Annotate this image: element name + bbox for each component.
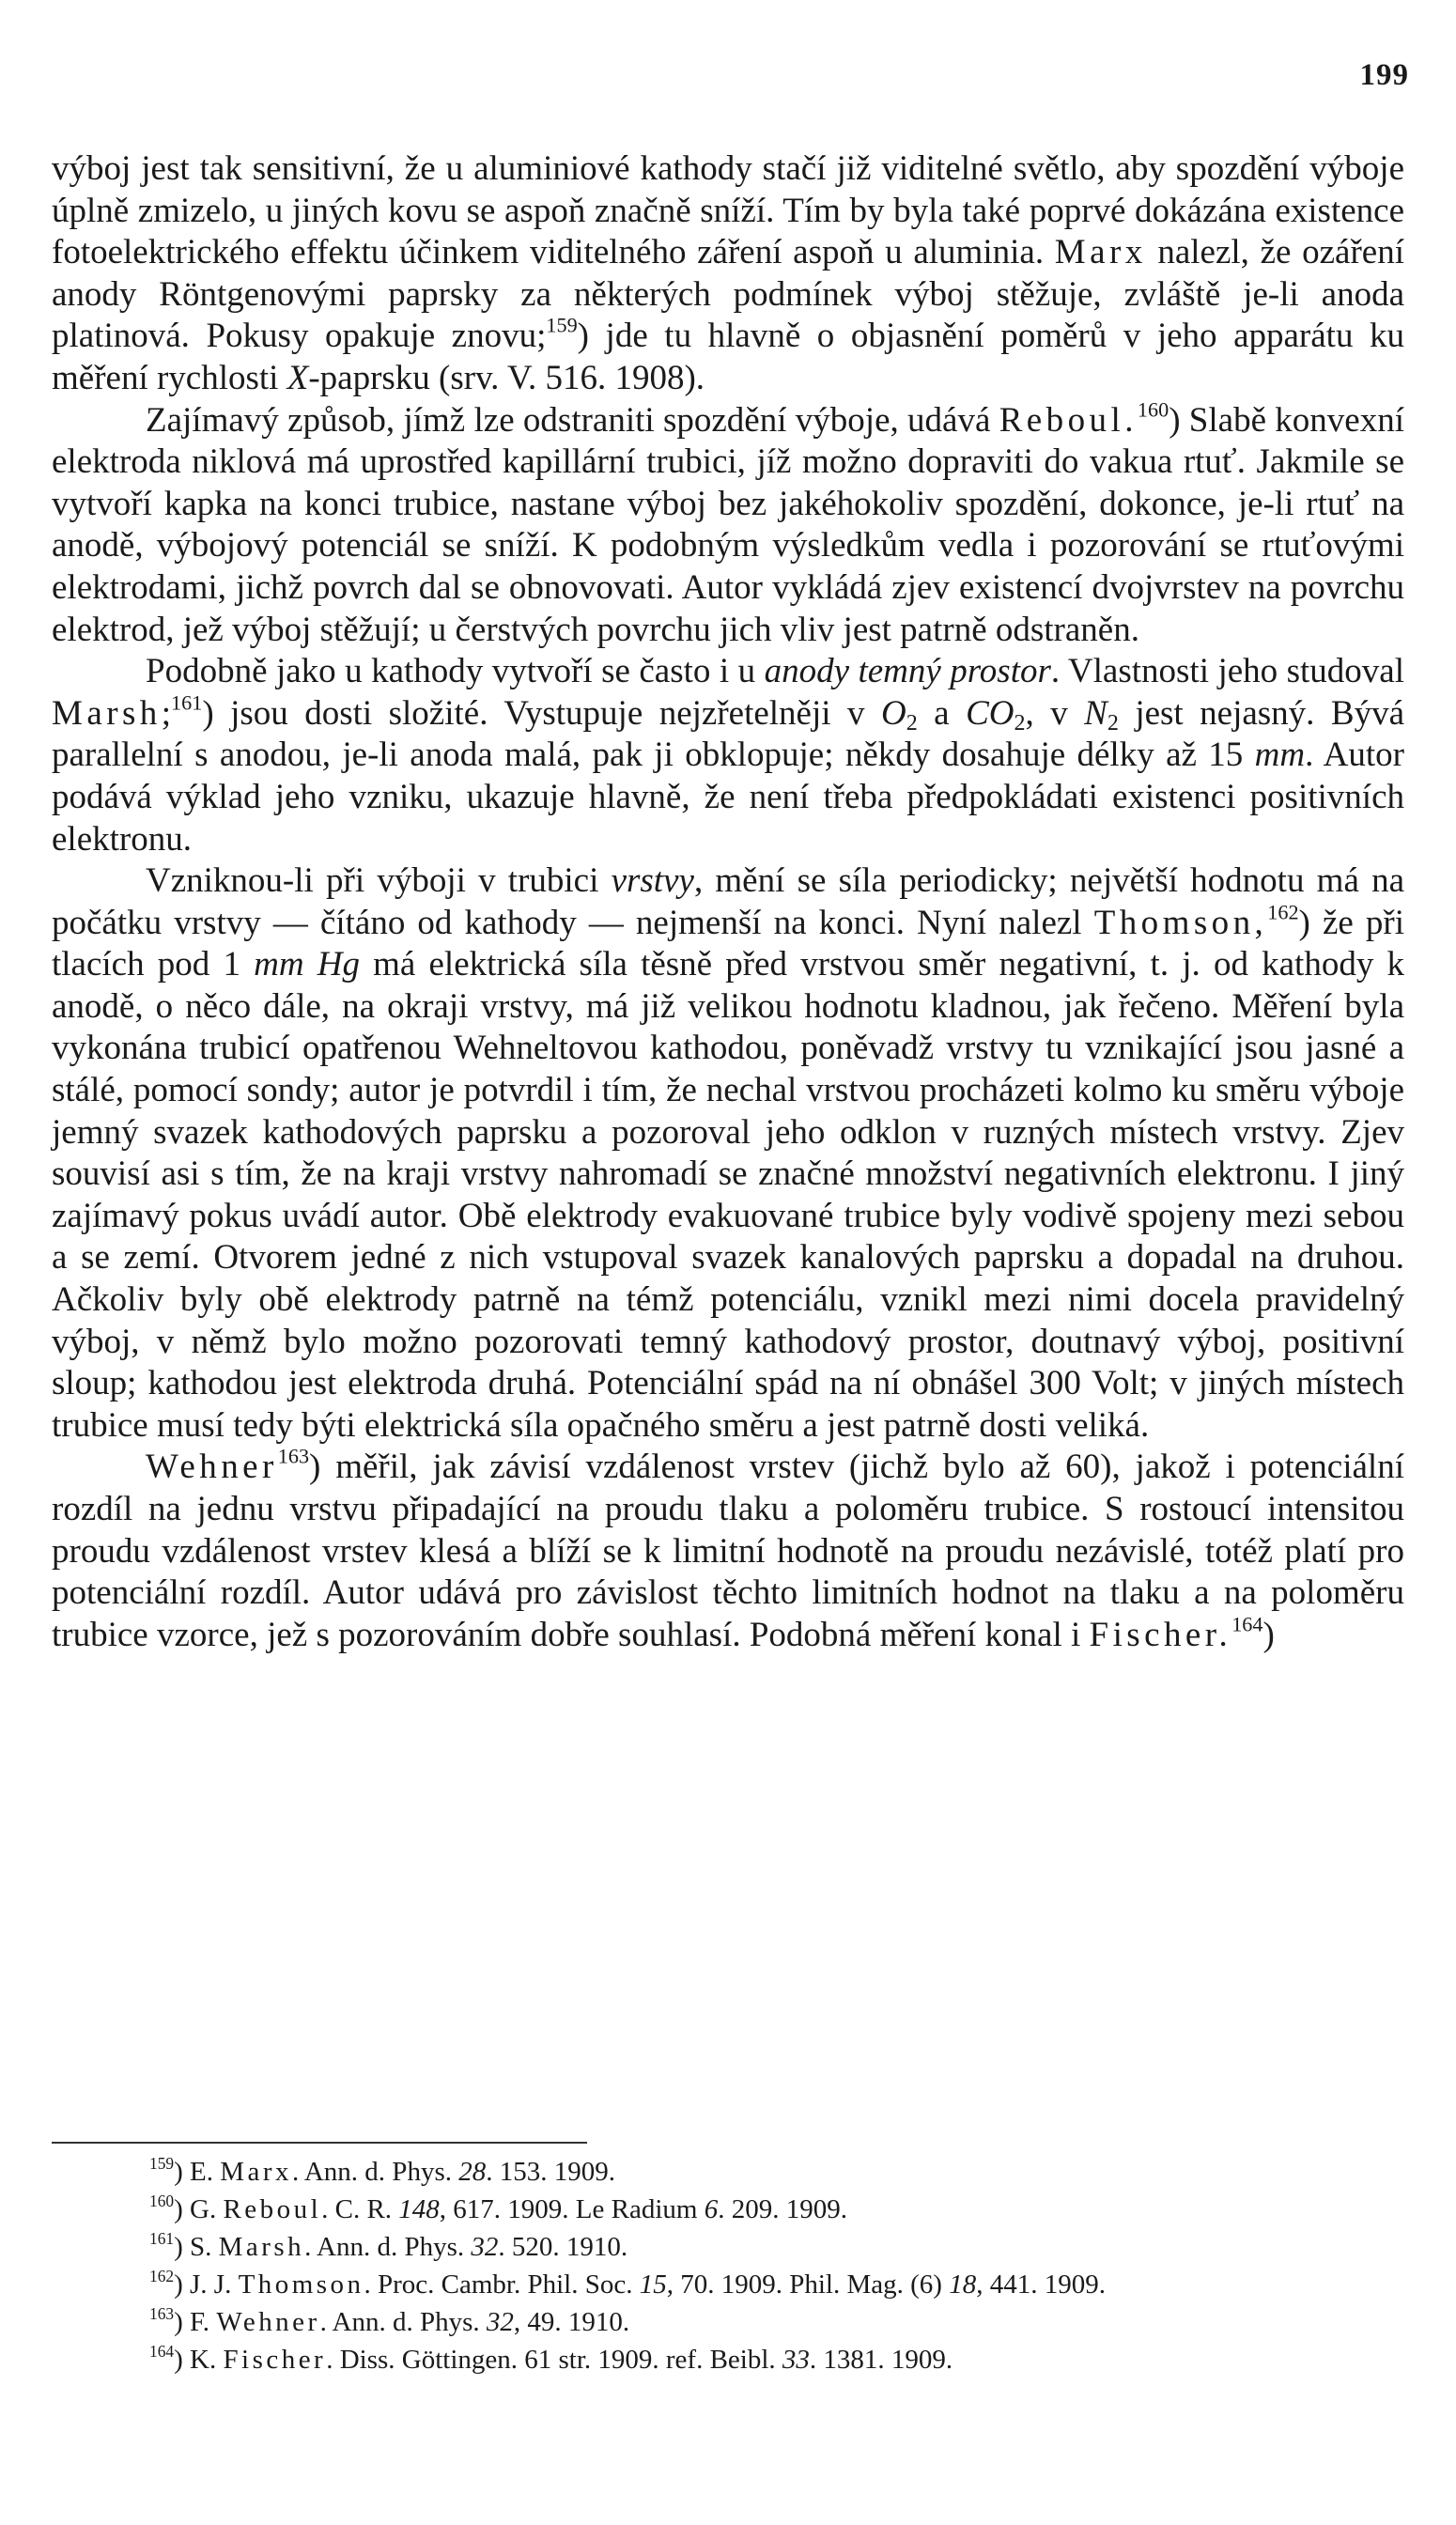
footnote xyxy=(52,2266,1404,2303)
italic-run: 6 xyxy=(704,2194,719,2224)
italic-run: 33 xyxy=(782,2345,810,2375)
subscript: 2 xyxy=(1107,710,1119,736)
footnote-ref: 163 xyxy=(149,2303,175,2323)
spaced-name: Fischer xyxy=(223,2345,327,2375)
footnote xyxy=(52,2303,1404,2341)
text-run: . 209. 1909. xyxy=(718,2194,847,2224)
text-run: ) měřil, jak závisí vzdálenost vrstev (jichž bylo až 60), jakož i potenciální rozdíl na jednu vrstvu připadající na proudu tlaku a poloměru trubice. S rostoucí intensitou proudu vzdálenost vrstev klesá a blíží se k limitní hodnotě na proudu nezávislé, totéž platí pro potenciální rozdíl. Autor udává pro závislost těchto limitních hodnot na tlaku a na poloměru trubice vzorce, jež s pozorováním dobře souhlasí. Podobná měření konal i xyxy=(52,1448,1404,1654)
footnote-ref: 160 xyxy=(149,2191,175,2210)
paragraph xyxy=(52,397,1405,652)
italic-run: O xyxy=(880,693,906,733)
text-run: ) Slabě konvexní elektroda niklová má uprostřed kapillární trubici, jíž možno dopraviti do vakua rtuť. Jakmile se vytvoří kapka na konci trubice, nastane výboj bez jakéhokoliv spozdění, dokonce, je-li rtuť na anodě, výbojový potenciál se sníží. K podobným výsledkům vedla i pozorování se rtuťovými elektrodami, jichž povrch dal se obnovovati. Autor vykládá zjev existencí dvojvrstev na povrchu elektrod, jež výboj stěžují; u čerstvých povrchu jich vliv jest patrně odstraněn. xyxy=(52,400,1405,649)
footnote-ref: 160 xyxy=(1137,397,1169,422)
text-run: -paprsku (srv. V. 516. 1908). xyxy=(308,358,705,397)
footnote-ref: 159 xyxy=(546,313,578,337)
text-run: , 441. 1909. xyxy=(976,2269,1106,2300)
spaced-name: Thomson xyxy=(238,2269,364,2300)
spaced-name: Wehner xyxy=(216,2307,320,2337)
italic-run: mm xyxy=(1254,736,1306,775)
italic-run: mm Hg xyxy=(254,945,360,984)
footnote-ref: 163 xyxy=(277,1444,310,1468)
text-run: výboj jest tak sensitivní, že u aluminiové kathody stačí již viditelné světlo, aby spozdění výboje úplně zmizelo, u jiných kovu se aspoň značně sníží. Tím by byla také poprvé dokázána existence fotoelektrického effektu účinkem viditelného záření aspoň u aluminia. xyxy=(52,149,1404,272)
italic-run: vrstvy xyxy=(611,861,694,901)
body-text xyxy=(52,148,1404,1656)
text-run: , mění se síla periodicky; největší hodnotu má na počátku vrstvy — čítáno od kathody — nejmenší na konci. Nyní nalezl xyxy=(52,861,1404,942)
footnote-ref: 164 xyxy=(1231,1612,1263,1636)
italic-run: 32 xyxy=(471,2232,499,2262)
footnote-ref: 161 xyxy=(149,2228,175,2248)
text-run: ) K. xyxy=(174,2345,224,2375)
text-run: ) jsou dosti složité. Vystupuje nejzřetelněji v xyxy=(202,693,881,733)
text-run: . Ann. d. Phys. xyxy=(319,2307,487,2337)
paragraph xyxy=(52,148,1404,400)
footnotes xyxy=(52,2153,1404,2378)
text-run: a xyxy=(917,693,967,733)
text-run: Zajímavý způsob, jímž lze odstraniti spozdění výboje, udává xyxy=(146,400,999,440)
spaced-name: Marsh xyxy=(52,693,162,733)
page-number: 199 xyxy=(1359,58,1409,92)
spaced-name: Wehner xyxy=(146,1448,278,1487)
text-run: . 1381. 1909. xyxy=(809,2345,953,2375)
spaced-name: Marx xyxy=(1054,233,1147,272)
italic-run: 18 xyxy=(949,2269,977,2300)
footnote xyxy=(52,2341,1404,2378)
text-run: ) F. xyxy=(174,2307,217,2337)
text-run: . Ann. d. Phys. xyxy=(304,2232,472,2262)
text-run: . Ann. d. Phys. xyxy=(291,2157,459,2187)
text-run: . 520. 1910. xyxy=(498,2232,628,2262)
italic-run: X xyxy=(287,358,309,397)
text-run: ) J. J. xyxy=(174,2269,239,2300)
italic-run: anody temný prostor xyxy=(764,652,1051,691)
subscript: 2 xyxy=(906,710,918,736)
footnote xyxy=(52,2228,1404,2266)
text-run: . C. R. xyxy=(321,2194,399,2224)
text-run: . Autor podává výklad jeho vzniku, ukazuje hlavně, že není třeba předpokládati existenci positivních elektronu. xyxy=(52,736,1404,859)
spaced-name: Marx xyxy=(220,2157,292,2187)
italic-run: 32 xyxy=(486,2307,514,2337)
text-run: ) S. xyxy=(174,2232,219,2262)
paragraph xyxy=(52,1444,1404,1656)
text-run: má elektrická síla těsně před vrstvou směr negativní, t. j. od kathody k anodě, o něco dále, na okraji vrstvy, má již velikou hodnotu kladnou, jak řečeno. Měření byla vykonána trubicí opatřenou Wehneltovou kathodou, poněvadž vrstvy tu vznikající jsou jasné a stálé, pomocí sondy; autor je potvrdil i tím, že nechal vrstvou procházeti kolmo ku směru výboje jemný svazek kathodových paprsku a pozoroval jeho odklon v ruzných místech vrstvy. Zjev souvisí asi s tím, že na kraji vrstvy nahromadí se značné množství negativních elektronu. I jiný zajímavý pokus uvádí autor. Obě elektrody evakuované trubice byly vodivě spojeny mezi sebou a se zemí. Otvorem jedné z nich vstupoval svazek kanalových paprsku a dopadal na druhou. Ačkoliv byly obě elektrody patrně na témž potenciálu, vznikl mezi nimi docela pravidelný výboj, v němž bylo možno pozorovati temný kathodový prostor, doutnavý výboj, positivní sloup; kathodou jest elektroda druhá. Potenciální spád na ní obnášel 300 Volt; v jiných místech trubice musí tedy býti elektrická síla opačného směru a jest patrně dosti veliká. xyxy=(52,945,1404,1445)
text-run: , v xyxy=(1025,693,1085,733)
spaced-name: Thomson, xyxy=(1093,903,1268,942)
footnote-ref: 161 xyxy=(171,690,203,715)
text-run: ) jde tu hlavně o objasnění poměrů v jeho apparátu ku měření rychlosti xyxy=(52,317,1404,397)
text-run: , 70. 1909. Phil. Mag. (6) xyxy=(666,2269,950,2300)
text-run: ) xyxy=(1262,1615,1275,1654)
paragraph xyxy=(52,651,1404,860)
italic-run: 15 xyxy=(639,2269,667,2300)
text-run: nalezl, že ozáření anody Röntgenovými paprsky za některých podmínek výboj stěžuje, zvláště je-li anoda platinová. Pokusy opakuje znovu; xyxy=(52,233,1404,356)
footnote xyxy=(52,2153,1404,2191)
text-run: . Diss. Göttingen. 61 str. 1909. ref. Beibl. xyxy=(326,2345,782,2375)
spaced-name: Reboul. xyxy=(999,400,1138,440)
text-run: . Vlastnosti jeho studoval xyxy=(1050,652,1404,691)
text-run: ) E. xyxy=(174,2157,221,2187)
spaced-name: Reboul xyxy=(223,2194,322,2224)
footnote xyxy=(52,2191,1404,2228)
italic-run: 28 xyxy=(458,2157,487,2187)
italic-run: CO xyxy=(966,693,1015,733)
italic-run: 148 xyxy=(398,2194,440,2224)
text-run: jest nejasný. Bývá parallelní s anodou, je-li anoda malá, pak ji obklopuje; někdy dosahuje délky až 15 xyxy=(52,693,1404,775)
text-run: ; xyxy=(161,693,172,733)
footnote-divider xyxy=(52,2142,587,2144)
text-run: ) že při tlacích pod 1 xyxy=(52,903,1404,984)
text-run: , 617. 1909. Le Radium xyxy=(439,2194,705,2224)
text-run: Vzniknou-li při výboji v trubici xyxy=(146,861,612,901)
text-run: , 49. 1910. xyxy=(513,2307,630,2337)
footnote-ref: 159 xyxy=(149,2153,175,2173)
spaced-name: Marsh xyxy=(218,2232,305,2262)
subscript: 2 xyxy=(1014,710,1026,736)
text-run: . Proc. Cambr. Phil. Soc. xyxy=(364,2269,640,2300)
spaced-name: Fischer. xyxy=(1089,1615,1232,1654)
footnote-ref: 162 xyxy=(149,2266,175,2285)
footnote-ref: 164 xyxy=(149,2341,175,2361)
text-run: ) G. xyxy=(174,2194,224,2224)
footnote-ref: 162 xyxy=(1267,900,1299,924)
text-run: Podobně jako u kathody vytvoří se často i u xyxy=(146,652,765,691)
text-run: . 153. 1909. xyxy=(486,2157,615,2187)
paragraph xyxy=(52,860,1404,1447)
italic-run: N xyxy=(1084,693,1107,733)
